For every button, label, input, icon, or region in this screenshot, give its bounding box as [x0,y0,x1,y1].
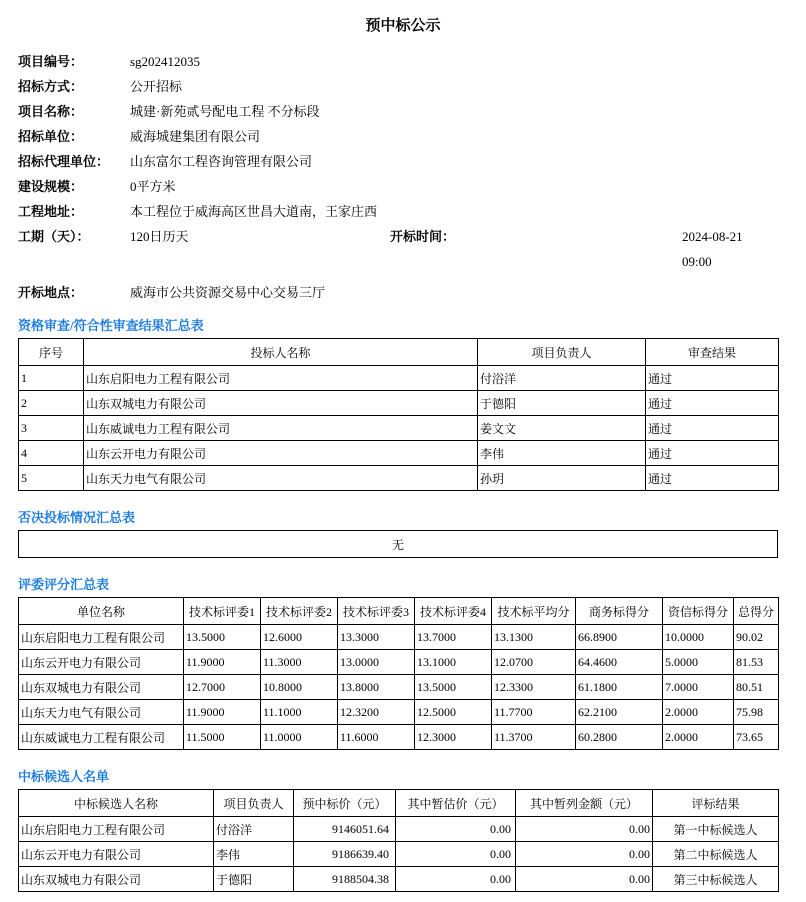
table-cell: 13.1000 [415,650,492,675]
field-label: 开标地点： [18,285,84,300]
table-cell: 61.1800 [576,675,663,700]
column-header: 序号 [19,339,84,366]
table-cell: 山东启阳电力工程有限公司 [19,625,184,650]
page-title: 预中标公示 [365,18,441,34]
table-cell: 11.3000 [261,650,338,675]
table-cell: 75.98 [734,700,779,725]
table-cell: 0.00 [516,842,653,867]
table-cell: 山东天力电气有限公司 [19,700,184,725]
section-candidates [18,766,788,892]
column-header: 审查结果 [646,339,779,366]
column-header: 其中暂列金额（元） [516,790,653,817]
field-value: 山东富尔工程咨询管理有限公司 [130,154,313,169]
section-title: 否决投标情况汇总表 [18,510,136,525]
table-cell: 2.0000 [663,700,734,725]
header-row [19,339,779,366]
field-value: 城建·新苑贰号配电工程 不分标段 [130,104,320,119]
table-row [19,650,779,675]
table-cell: 山东启阳电力工程有限公司 [19,817,214,842]
table-cell: 5.0000 [663,650,734,675]
table-row [19,416,779,441]
scores-table [18,597,779,750]
table-cell: 李伟 [214,842,294,867]
table-cell: 通过 [646,391,779,416]
field-label: 项目编号： [18,54,84,69]
table-cell: 山东威诚电力工程有限公司 [84,416,478,441]
column-header: 资信标得分 [663,598,734,625]
table-cell: 山东云开电力有限公司 [84,441,478,466]
field-value: 公开招标 [130,79,183,94]
table-cell: 0.00 [396,842,516,867]
table-cell: 13.1300 [492,625,576,650]
table-cell: 9146051.64 [294,817,396,842]
table-cell: 13.5000 [184,625,261,650]
table-cell: 10.8000 [261,675,338,700]
table-cell: 12.7000 [184,675,261,700]
column-header: 投标人名称 [84,339,478,366]
column-header: 项目负责人 [214,790,294,817]
table-row [19,842,779,867]
open-time-clock: 09:00 [682,254,712,269]
table-cell: 通过 [646,366,779,391]
table-cell: 山东双城电力有限公司 [19,867,214,892]
table-cell: 11.7700 [492,700,576,725]
table-cell: 11.3700 [492,725,576,750]
table-cell: 9188504.38 [294,867,396,892]
table-cell: 60.2800 [576,725,663,750]
table-cell: 3 [19,416,84,441]
table-row [19,700,779,725]
table-cell: 12.3200 [338,700,415,725]
column-header: 预中标价（元） [294,790,396,817]
table-cell: 山东双城电力有限公司 [19,675,184,700]
field-value: 本工程位于威海高区世昌大道南，王家庄西 [130,204,378,219]
table-cell: 13.5000 [415,675,492,700]
table-cell: 64.4600 [576,650,663,675]
table-cell: 12.3000 [415,725,492,750]
table-cell: 通过 [646,416,779,441]
table-row [19,867,779,892]
table-cell: 12.6000 [261,625,338,650]
table-cell: 通过 [646,466,779,491]
section-qualification [18,315,788,491]
table-row [19,817,779,842]
info-row-project-name [18,99,788,124]
column-header: 单位名称 [19,598,184,625]
table-cell: 11.1000 [261,700,338,725]
table-cell: 66.8900 [576,625,663,650]
table-cell: 1 [19,366,84,391]
header-row [19,598,779,625]
table-row [19,391,779,416]
table-cell: 81.53 [734,650,779,675]
table-cell: 付浴洋 [478,366,646,391]
table-row [19,466,779,491]
table-cell: 第二中标候选人 [653,842,779,867]
table-cell: 9186639.40 [294,842,396,867]
table-row [19,675,779,700]
header-row [19,790,779,817]
section-scores [18,574,788,750]
table-cell: 11.5000 [184,725,261,750]
table-cell: 0.00 [396,867,516,892]
table-row [19,725,779,750]
info-row-address [18,199,788,224]
table-cell: 2 [19,391,84,416]
table-cell: 山东双城电力有限公司 [84,391,478,416]
table-cell: 山东云开电力有限公司 [19,650,184,675]
open-time-date: 2024-08-21 [682,229,743,244]
info-row-scale [18,174,788,199]
table-cell: 第一中标候选人 [653,817,779,842]
table-cell: 12.3300 [492,675,576,700]
section-title: 中标候选人名单 [18,769,110,784]
column-header: 商务标得分 [576,598,663,625]
info-row-project-number [18,49,788,74]
table-row [19,441,779,466]
table-row [19,531,778,558]
section-rejection [18,507,788,558]
info-row-opentime-clock [18,249,788,274]
table-cell: 10.0000 [663,625,734,650]
column-header: 技术标评委2 [261,598,338,625]
field-label: 工期（天）： [18,229,90,244]
table-cell: 62.2100 [576,700,663,725]
section-title: 资格审查/符合性审查结果汇总表 [18,318,204,333]
column-header: 总得分 [734,598,779,625]
field-label: 工程地址： [18,204,84,219]
table-cell: 13.8000 [338,675,415,700]
table-cell: 于德阳 [214,867,294,892]
column-header: 技术标评委4 [415,598,492,625]
table-cell: 0.00 [516,817,653,842]
table-cell: 第三中标候选人 [653,867,779,892]
table-cell: 90.02 [734,625,779,650]
table-cell: 13.3000 [338,625,415,650]
table-cell: 山东天力电气有限公司 [84,466,478,491]
candidates-table [18,789,779,892]
table-cell: 5 [19,466,84,491]
column-header: 评标结果 [653,790,779,817]
table-cell: 山东云开电力有限公司 [19,842,214,867]
table-cell: 11.9000 [184,700,261,725]
table-cell: 11.0000 [261,725,338,750]
info-row-agency [18,149,788,174]
field-value: sg202412035 [130,54,201,69]
field-label: 项目名称： [18,104,84,119]
table-cell: 13.0000 [338,650,415,675]
column-header: 技术标评委1 [184,598,261,625]
field-value: 120日历天 [130,229,189,244]
field-label: 招标代理单位： [18,154,110,169]
field-label: 招标单位： [18,129,84,144]
rejection-table [18,530,778,558]
table-cell: 无 [19,531,778,558]
info-row-tenderer [18,124,788,149]
column-header: 中标候选人名称 [19,790,214,817]
table-cell: 12.5000 [415,700,492,725]
column-header: 技术标平均分 [492,598,576,625]
field-value: 威海城建集团有限公司 [130,129,261,144]
section-title: 评委评分汇总表 [18,577,110,592]
table-cell: 李伟 [478,441,646,466]
table-cell: 付浴洋 [214,817,294,842]
table-cell: 0.00 [396,817,516,842]
table-cell: 7.0000 [663,675,734,700]
table-cell: 73.65 [734,725,779,750]
open-time-label: 开标时间： [390,229,456,244]
column-header: 项目负责人 [478,339,646,366]
column-header: 其中暂估价（元） [396,790,516,817]
table-cell: 0.00 [516,867,653,892]
table-cell: 80.51 [734,675,779,700]
field-value: 威海市公共资源交易中心交易三厅 [130,285,326,300]
table-cell: 通过 [646,441,779,466]
table-cell: 2.0000 [663,725,734,750]
qualification-table [18,338,779,491]
table-cell: 于德阳 [478,391,646,416]
table-cell: 13.7000 [415,625,492,650]
table-cell: 11.9000 [184,650,261,675]
table-cell: 孙玥 [478,466,646,491]
table-cell: 11.6000 [338,725,415,750]
table-cell: 4 [19,441,84,466]
table-cell: 12.0700 [492,650,576,675]
field-label: 建设规模： [18,179,84,194]
project-info [18,49,788,305]
table-cell: 山东威诚电力工程有限公司 [19,725,184,750]
field-label: 招标方式： [18,79,84,94]
table-row [19,625,779,650]
info-row-bid-method [18,74,788,99]
field-value: 0平方米 [130,179,176,194]
table-cell: 姜文文 [478,416,646,441]
info-row-duration-opentime [18,224,788,249]
column-header: 技术标评委3 [338,598,415,625]
table-row [19,366,779,391]
table-cell: 山东启阳电力工程有限公司 [84,366,478,391]
info-row-open-place [18,280,788,305]
